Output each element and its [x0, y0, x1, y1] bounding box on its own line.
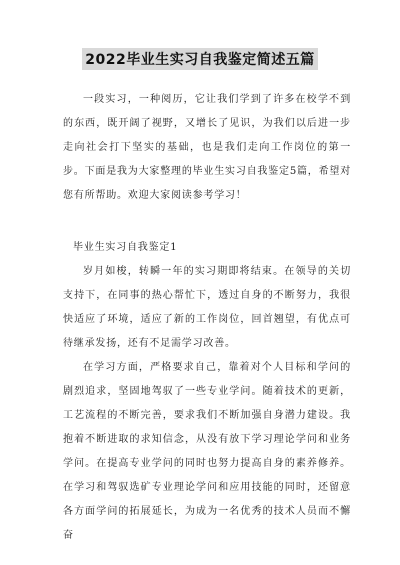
body-paragraph-2: 在学习方面，严格要求自己，靠着对个人目标和学问的剧烈追求，坚固地驾驭了一些专业学问。随着技术的更新，工艺流程的不断完善，要求我们不断加强自身潜力建设。我抱着不断进取的求知信念，从没有放下学习理论学问和业务学问。在提高专业学问的同时也努力提高自身的素养修养。在学习和驾驭选矿专业理论学问和应用技能的同时，还留意各方面学问的拓展延长，为成为一名优秀的技术人员而不懈奋: [63, 362, 351, 541]
document-title: 2022毕业生实习自我鉴定简述五篇: [82, 48, 317, 70]
intro-paragraph: 一段实习，一种阅历，它让我们学到了许多在校学不到的东西，既开阔了视野，又增长了见识，为我们以后进一步走向社会打下坚实的基础，也是我们走向工作岗位的第一步。下面是我为大家整理的毕业生实习自我鉴定5篇，希望对您有所帮助。欢迎大家阅读参考学习！: [63, 94, 351, 201]
section-heading: 毕业生实习自我鉴定1: [73, 242, 178, 253]
body-paragraph-1: 岁月如梭，转瞬一年的实习期即将结束。在领导的关切支持下，在同事的热心帮忙下，透过自身的不断努力，我很快适应了环境，适应了新的工作岗位，回首翘望，有优点可待继承发扬，还有不足需学习改善。: [63, 266, 351, 349]
title-wrap: [0, 48, 400, 70]
document-body: [63, 88, 351, 548]
